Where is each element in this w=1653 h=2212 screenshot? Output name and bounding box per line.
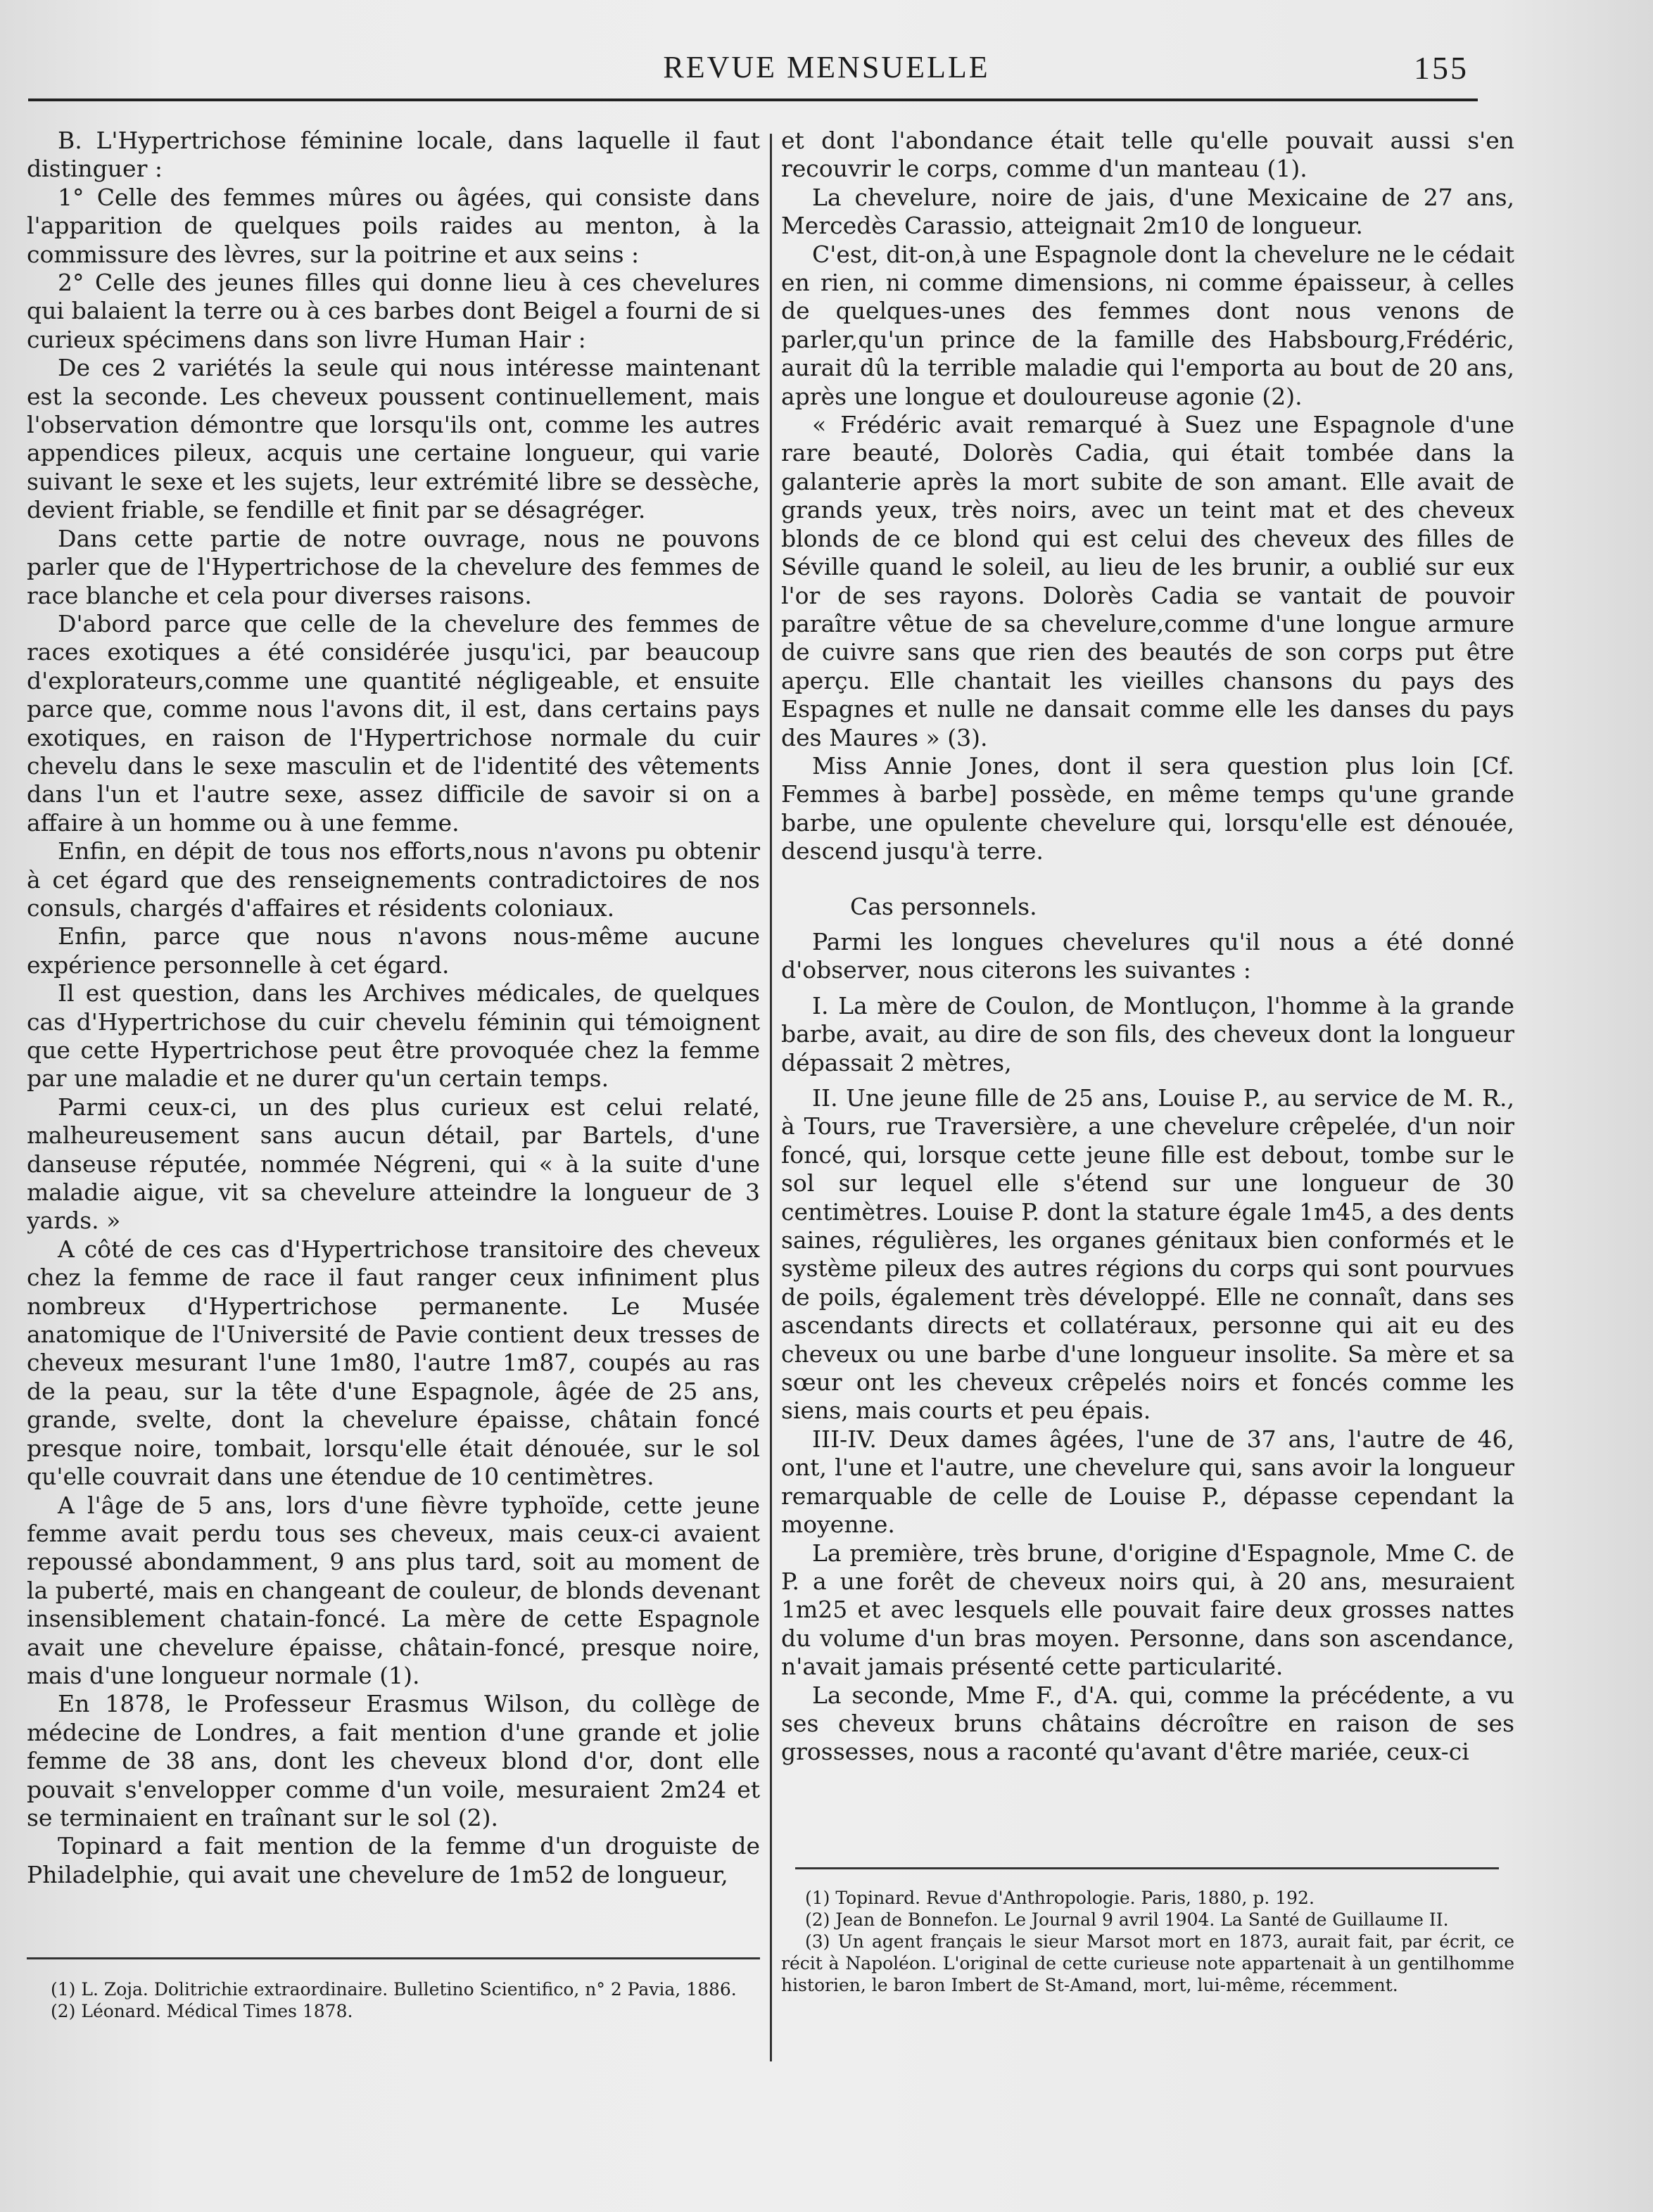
- left-footnotes: [27, 1978, 760, 2022]
- left-footnote-rule: [27, 1957, 760, 1959]
- journal-title: REVUE MENSUELLE: [663, 50, 990, 84]
- paragraph: 1° Celle des femmes mûres ou âgées, qui consiste dans l'apparition de quelques poils raides au menton, à la commissure des lèvres, sur la poitrine et aux seins :: [27, 183, 760, 268]
- running-header: [0, 44, 1653, 93]
- paragraph: Enfin, en dépit de tous nos efforts,nous n'avons pu obtenir à cet égard que des renseignements contradictoires de nos consuls, chargés d'affaires et résidents coloniaux.: [27, 837, 760, 922]
- paragraph: En 1878, le Professeur Erasmus Wilson, du collège de médecine de Londres, a fait mention d'une grande et jolie femme de 38 ans, dont les cheveux blond d'or, dont elle pouvait s'envelopper comme d'un voile, mesuraient 2m24 et se terminaient en traînant sur le sol (2).: [27, 1690, 760, 1831]
- spacer: [781, 1077, 1514, 1084]
- paragraph: A côté de ces cas d'Hypertrichose transitoire des cheveux chez la femme de race il faut ranger ceux infiniment plus nombreux d'Hypertrichose permanente. Le Musée anatomique de l'Université de Pavie contient deux tresses de cheveux mesurant l'une 1m80, l'autre 1m87, coupés au ras de la peau, sur la tête d'une Espagnole, âgée de 25 ans, grande, svelte, dont la chevelure épaisse, châtain foncé presque noire, tombait, lorsqu'elle était dénouée, sur le sol qu'elle couvrait dans une étendue de 10 centimètres.: [27, 1235, 760, 1491]
- footnote: (1) Topinard. Revue d'Anthropologie. Paris, 1880, p. 192.: [805, 1888, 1315, 1908]
- column-divider: [770, 134, 772, 2061]
- paragraph: III-IV. Deux dames âgées, l'une de 37 ans, l'autre de 46, ont, l'une et l'autre, une chevelure qui, sans avoir la longueur remarquable de celle de Louise P., dépasse cependant la moyenne.: [781, 1425, 1514, 1539]
- paragraph: Enfin, parce que nous n'avons nous-même aucune expérience personnelle à cet égard.: [27, 922, 760, 979]
- spacer: [781, 985, 1514, 992]
- paragraph: La seconde, Mme F., d'A. qui, comme la précédente, a vu ses cheveux bruns châtains décroître en raison de ses grossesses, nous a raconté qu'avant d'être mariée, ceux-ci: [781, 1681, 1514, 1766]
- paragraph: B. L'Hypertrichose féminine locale, dans laquelle il faut distinguer :: [27, 127, 760, 183]
- paragraph: Miss Annie Jones, dont il sera question plus loin [Cf. Femmes à barbe] possède, en même temps qu'une grande barbe, une opulente chevelure qui, lorsqu'elle est dénouée, descend jusqu'à terre.: [781, 751, 1514, 865]
- paragraph: C'est, dit-on,à une Espagnole dont la chevelure ne le cédait en rien, ni comme dimensions, ni comme épaisseur, à celles de quelques-unes des femmes dont nous venons de parler,qu'un prince de la famille des Habsbourg,Frédéric, aurait dû la terrible maladie qui l'emporta au bout de 20 ans, après une longue et douloureuse agonie (2).: [781, 240, 1514, 410]
- footnote: (1) L. Zoja. Dolitrichie extraordinaire. Bulletino Scientifico, n° 2 Pavia, 1886.: [51, 1979, 737, 2000]
- header-rule: [28, 98, 1478, 101]
- paragraph: D'abord parce que celle de la chevelure des femmes de races exotiques a été considérée jusqu'ici, par beaucoup d'explorateurs,comme une quantité négligeable, et ensuite parce que, comme nous l'avons dit, il est, dans certains pays exotiques, en raison de l'Hypertrichose normale du cuir chevelu dans le sexe masculin et de l'identité des vêtements dans l'un et l'autre sexe, assez difficile de savoir si on a affaire à un homme ou à une femme.: [27, 609, 760, 837]
- footnote: (2) Léonard. Médical Times 1878.: [51, 2001, 353, 2021]
- spacer: [781, 921, 1514, 928]
- right-footnote-rule: [795, 1867, 1499, 1869]
- paragraph: 2° Celle des jeunes filles qui donne lieu à ces chevelures qui balaient la terre ou à ces barbes dont Beigel a fourni de si curieux spécimens dans son livre Human Hair :: [27, 269, 760, 353]
- right-column: [781, 127, 1514, 1767]
- left-column: [27, 127, 760, 1889]
- paragraph: « Frédéric avait remarqué à Suez une Espagnole d'une rare beauté, Dolorès Cadia, qui était tombée dans la galanterie après la mort subite de son amant. Elle avait de grands yeux, très noirs, avec un teint mat et des cheveux blonds de ce blond qui est celui des cheveux des filles de Séville quand le soleil, au lieu de les brunir, a oublié sur eux l'or de ses rayons. Dolorès Cadia se vantait de pouvoir paraître vêtue de sa chevelure,comme d'une longue armure de cuivre sans que rien des beautés de son corps put être aperçu. Elle chantait les vieilles chansons du pays des Espagnes et nulle ne dansait comme elle les danses du pays des Maures » (3).: [781, 411, 1514, 751]
- paragraph: Parmi ceux-ci, un des plus curieux est celui relaté, malheureusement sans aucun détail, par Bartels, d'une danseuse réputée, nommée Négreni, qui « à la suite d'une maladie aigue, vit sa chevelure atteindre la longueur de 3 yards. »: [27, 1093, 760, 1235]
- footnote: (2) Jean de Bonnefon. Le Journal 9 avril 1904. La Santé de Guillaume II.: [805, 1909, 1449, 1930]
- paragraph: et dont l'abondance était telle qu'elle pouvait aussi s'en recouvrir le corps, comme d'un manteau (1).: [781, 127, 1514, 183]
- page-number: 155: [1414, 50, 1469, 86]
- section-heading: Cas personnels.: [850, 892, 1037, 920]
- paragraph: La chevelure, noire de jais, d'une Mexicaine de 27 ans, Mercedès Carassio, atteignait 2m10 de longueur.: [781, 183, 1514, 240]
- footnote: (3) Un agent français le sieur Marsot mort en 1873, aurait fait, par écrit, ce récit à Napoléon. L'original de cette curieuse note appartenait à un gentilhomme historien, le baron Imbert de St-Amand, mort, lui-même, récemment.: [781, 1931, 1514, 1995]
- paragraph: Parmi les longues chevelures qu'il nous a été donné d'observer, nous citerons les suivantes :: [781, 927, 1514, 984]
- spacer: [781, 866, 1514, 893]
- paragraph: I. La mère de Coulon, de Montluçon, l'homme à la grande barbe, avait, au dire de son fils, des cheveux dont la longueur dépassait 2 mètres,: [781, 991, 1514, 1076]
- paragraph: A l'âge de 5 ans, lors d'une fièvre typhoïde, cette jeune femme avait perdu tous ses cheveux, mais ceux-ci avaient repoussé abondamment, 9 ans plus tard, soit au moment de la puberté, mais en changeant de couleur, de blonds devenant insensiblement chatain-foncé. La mère de cette Espagnole avait une chevelure épaisse, châtain-foncé, presque noire, mais d'une longueur normale (1).: [27, 1491, 760, 1689]
- paragraph: II. Une jeune fille de 25 ans, Louise P., au service de M. R., à Tours, rue Traversière, a une chevelure crêpelée, d'un noir foncé, qui, lorsque cette jeune fille est debout, tombe sur le sol sur lequel elle s'étend sur une longueur de 30 centimètres. Louise P. dont la stature égale 1m45, a des dents saines, régulières, les organes génitaux bien conformés et le système pileux des autres régions du corps qui sont pourvues de poils, également très développé. Elle ne connaît, dans ses ascendants directs et collatéraux, personne qui ait eu des cheveux ou une barbe d'une longueur insolite. Sa mère et sa sœur ont les cheveux crêpelés noirs et foncés comme les siens, mais courts et peu épais.: [781, 1084, 1514, 1425]
- paragraph: De ces 2 variétés la seule qui nous intéresse maintenant est la seconde. Les cheveux poussent continuellement, mais l'observation démontre que lorsqu'ils ont, comme les autres appendices pileux, acquis une certaine longueur, qui varie suivant le sexe et les sujets, leur extrémité libre se dessèche, devient friable, se fendille et finit par se désagréger.: [27, 354, 760, 524]
- paragraph: La première, très brune, d'origine d'Espagnole, Mme C. de P. a une forêt de cheveux noirs qui, à 20 ans, mesuraient 1m25 et avec lesquels elle pouvait faire deux grosses nattes du volume d'un bras moyen. Personne, dans son ascendance, n'avait jamais présenté cette particularité.: [781, 1539, 1514, 1681]
- paragraph: Dans cette partie de notre ouvrage, nous ne pouvons parler que de l'Hypertrichose de la chevelure des femmes de race blanche et cela pour diverses raisons.: [27, 524, 760, 609]
- paragraph: Il est question, dans les Archives médicales, de quelques cas d'Hypertrichose du cuir chevelu féminin qui témoignent que cette Hypertrichose peut être provoquée chez la femme par une maladie et ne durer qu'un certain temps.: [27, 979, 760, 1093]
- paragraph: Topinard a fait mention de la femme d'un droguiste de Philadelphie, qui avait une chevelure de 1m52 de longueur,: [27, 1832, 760, 1888]
- right-footnotes: [781, 1887, 1514, 1996]
